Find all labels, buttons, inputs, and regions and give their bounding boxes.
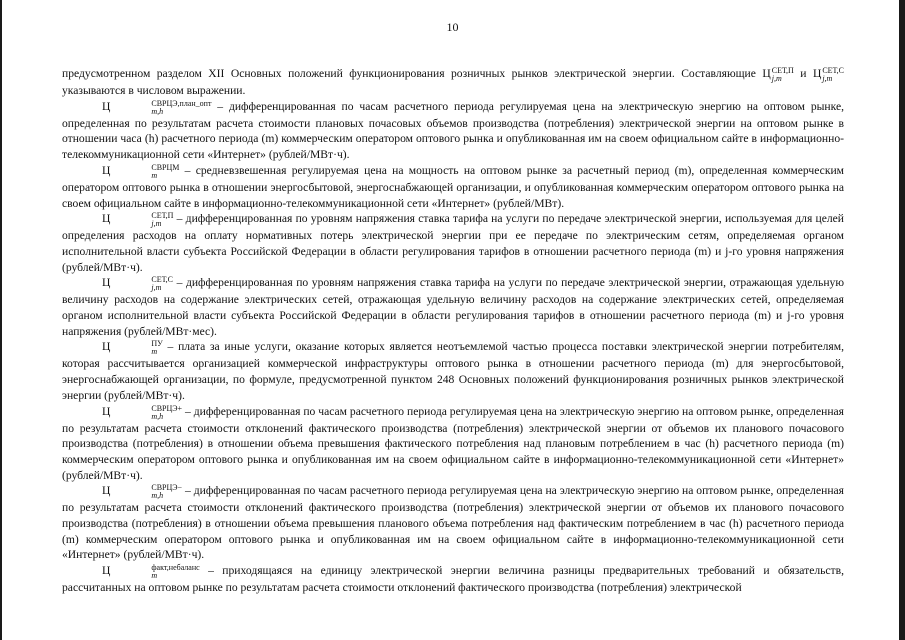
- paragraph-2: Ц СВРЦЭ,план_опт m,h – дифференцированная по часам расчетного периода регулируемая цена на электрическую энергию на оптовом рынке, определенная по результатам расчета стоимости плановых почасовых объемов производства (потребления) электрической энергии на оптовом рынке в отношении часа (h) расчетного периода (m) коммерческим оператором оптового рынка и опубликованная им на своем официальном сайте в информационно-телекоммуникационной сети «Интернет» (рублей/МВт·ч).: [62, 98, 844, 162]
- symbol-c-svrtsm: Ц СВРЦМ m: [102, 162, 180, 180]
- symbol-c-set-s: Ц СЕТ,С j,m: [812, 66, 844, 83]
- symbol-c-svrtse-minus: Ц СВРЦЭ− m,h: [102, 483, 183, 501]
- paragraph-8: Ц СВРЦЭ− m,h – дифференцированная по часам расчетного периода регулируемая цена на электрическую энергию на оптовом рынке, определенная по результатам расчета стоимости отклонений фактического производства (потребления) электрической энергии от объемов их планового почасового производства (потребления) в отношении объема превышения планового объема потребления над фактическим потреблением в час (h) расчетного периода (m) коммерческим оператором оптового рынка и опубликованная им на своем официальном сайте в информационно-телекоммуникационной сети «Интернет» (рублей/МВт·ч).: [62, 483, 844, 562]
- symbol-c-pu: Ц ПУ m: [102, 339, 163, 357]
- symbol-c-set-s-def: Ц СЕТ,С j,m: [102, 275, 174, 293]
- scan-left-edge: [0, 0, 2, 640]
- paragraph-9: Ц факт,небаланс m – приходящаяся на единицу электрической энергии величина разницы предварительных требований и обязательств, рассчитанных на оптовом рынке по результатам расчета стоимости отклонений фактического производства (потребления) электрической: [62, 563, 844, 595]
- paragraph-1: предусмотренном разделом XII Основных положений функционирования розничных рынков электрической энергии. Составляющие Ц СЕТ,П j,m и Ц СЕТ,С j,m указываются в числовом выражении.: [62, 66, 844, 97]
- paragraph-7: Ц СВРЦЭ+ m,h – дифференцированная по часам расчетного периода регулируемая цена на электрическую энергию на оптовом рынке, определенная по результатам расчета стоимости отклонений фактического производства (потребления) электрической энергии от объемов их планового почасового производства (потребления) в отношении объема превышения фактического потребления над плановым потреблением в час (h) расчетного периода (m) коммерческим оператором оптового рынка и опубликованная им на своем официальном сайте в информационно-телекоммуникационной сети «Интернет» (рублей/МВт·ч).: [62, 403, 844, 482]
- symbol-c-fakt-nebalans: Ц факт,небаланс m: [102, 563, 200, 581]
- document-body: [62, 66, 844, 596]
- page-number: 10: [446, 20, 459, 34]
- paragraph-4: Ц СЕТ,П j,m – дифференцированная по уровням напряжения ставка тарифа на услуги по передаче электрической энергии, используемая для целей определения расходов на оплату нормативных потерь электрической энергии при ее передаче по электрическим сетям, определяемая органом исполнительной власти субъекта Российской Федерации в области регулирования тарифов в отношении расчетного периода (m) и j-го уровня напряжения (рублей/МВт·ч).: [62, 211, 844, 274]
- symbol-c-set-p-def: Ц СЕТ,П j,m: [102, 211, 174, 229]
- scan-right-edge: [899, 0, 905, 640]
- symbol-c-set-p: Ц СЕТ,П j,m: [762, 66, 794, 83]
- paragraph-5: Ц СЕТ,С j,m – дифференцированная по уровням напряжения ставка тарифа на услуги по передаче электрической энергии, отражающая удельную величину расходов на содержание электрических сетей, отражающая удельную величину расходов на содержание электрических сетей, определяемая органом исполнительной власти субъекта Российской Федерации в области регулирования тарифов в отношении расчетного периода (m) и j-го уровня напряжения (рублей/МВт·мес).: [62, 275, 844, 338]
- paragraph-3: Ц СВРЦМ m – средневзвешенная регулируемая цена на мощность на оптовом рынке за расчетный период (m), определенная коммерческим оператором оптового рынка в отношении энергосбытовой, энергоснабжающей организации, и опубликованная коммерческим оператором оптового рынка на своем официальном сайте в информационно-телекоммуникационной сети «Интернет» (рублей/МВт).: [62, 162, 844, 210]
- symbol-c-svrtse-plan: Ц СВРЦЭ,план_опт m,h: [102, 98, 212, 116]
- paragraph-6: Ц ПУ m – плата за иные услуги, оказание которых является неотъемлемой частью процесса поставки электрической энергии потребителям, которая рассчитывается организацией коммерческой инфраструктуры оптового рынка в отношении расчетного периода (m) для энергосбытовой, энергоснабжающей организации, по формуле, предусмотренной пунктом 248 Основных положений функционирования розничных рынков электрической энергии (рублей/МВт·ч).: [62, 339, 844, 402]
- symbol-c-svrtse-plus: Ц СВРЦЭ+ m,h: [102, 403, 183, 421]
